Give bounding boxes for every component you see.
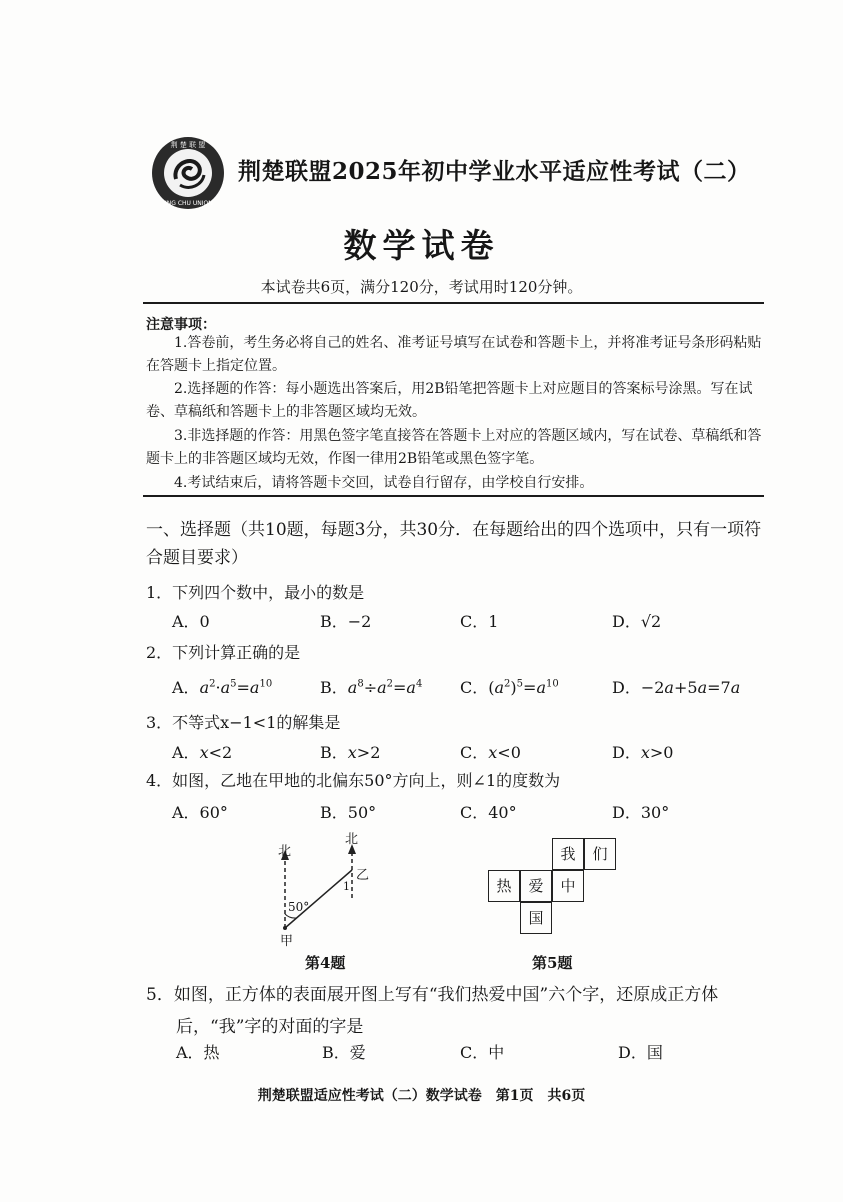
q4-option-c: C．40° [460,803,517,822]
north-label: 北 [345,832,359,847]
figure-5-cube-net [488,838,628,938]
page-footer: 荆楚联盟适应性考试（二）数学试卷 第1页 共6页 [257,1088,586,1104]
q2-option-d: D．−2a+5a=7a [612,678,741,697]
exam-title: 荆楚联盟2025年初中学业水平适应性考试（二） [238,158,751,185]
svg-text:JING CHU UNION: JING CHU UNION [163,200,213,207]
top-divider [143,302,764,304]
notes-bottom-divider [143,495,764,497]
exam-meta: 本试卷共6页，满分120分，考试用时120分钟。 [260,278,583,296]
q4-option-b: B．50° [320,803,377,822]
net-cell: 我 [552,838,584,870]
q2-option-a: A．$a^2\cdot a^5=a^{10}$ [172,678,273,697]
net-cell: 国 [520,902,552,934]
north-label: 北 [278,844,292,859]
notes-title: 注意事项： [146,317,216,333]
q3-option-a: A．x<2 [172,743,233,762]
net-cell: 热 [488,870,520,902]
question-2-stem: 2．下列计算正确的是 [146,643,301,662]
note-item: 1.答卷前，考生务必将自己的姓名、准考证号填写在试卷和答题卡上，并将准考证号条形码粘贴在答题卡上指定位置。 [146,335,762,374]
figure-4-direction-diagram [270,828,390,948]
net-cell: 爱 [520,870,552,902]
q1-option-c: C．1 [460,612,499,631]
q5-option-c: C．中 [460,1043,505,1062]
figure-4-caption: 第4题 [305,954,346,972]
q5-option-d: D．国 [618,1043,663,1062]
q2-option-c: C．$(a^2)^5=a^{10}$ [460,678,559,697]
q4-option-a: A．60° [172,803,228,822]
note-item: 4.考试结束后，请将答题卡交回，试卷自行留存，由学校自行安排。 [174,475,594,491]
q1-option-d: D．√2 [612,612,662,631]
section-heading: 一、选择题（共10题，每题3分，共30分．在每题给出的四个选项中，只有一项符合题目要求） [146,520,762,568]
figure-5-caption: 第5题 [532,954,573,972]
jingchu-union-logo [150,135,226,211]
jia-label: 甲 [280,934,294,949]
svg-text:荆 楚 联 盟: 荆 楚 联 盟 [170,141,206,149]
subject-title: 数学试卷 [343,226,500,265]
q5-option-a: A．热 [176,1043,220,1062]
q5-option-b: B．爱 [322,1043,366,1062]
angle-1-label: 1 [343,880,350,893]
q3-option-d: D．x>0 [612,743,674,762]
yi-label: 乙 [356,868,370,883]
q2-option-b: B．$a^8\div a^2=a^4$ [320,678,423,697]
net-cell: 中 [552,870,584,902]
q3-option-b: B．x>2 [320,743,381,762]
note-item: 3.非选择题的作答：用黑色签字笔直接答在答题卡上对应的答题区域内，写在试卷、草稿纸和答题卡上的非答题区域均无效，作图一律用2B铅笔或黑色签字笔。 [146,428,762,467]
question-4-stem: 4．如图，乙地在甲地的北偏东50°方向上，则∠1的度数为 [146,771,561,790]
q1-option-b: B．−2 [320,612,372,631]
q1-option-a: A．0 [172,612,210,631]
angle-50-label: 50° [288,900,310,914]
question-1-stem: 1．下列四个数中，最小的数是 [146,583,365,602]
question-5-stem-line1: 5．如图，正方体的表面展开图上写有“我们热爱中国”六个字，还原成正方体 [146,985,719,1005]
q3-option-c: C．x<0 [460,743,521,762]
q4-option-d: D．30° [612,803,670,822]
note-item: 2.选择题的作答：每小题选出答案后，用2B铅笔把答题卡上对应题目的答案标号涂黑。写在试卷、草稿纸和答题卡上的非答题区域均无效。 [146,381,753,420]
question-5-stem-line2: 后，“我”字的对面的字是 [176,1017,364,1037]
net-cell: 们 [584,838,616,870]
question-3-stem: 3．不等式x−1<1的解集是 [146,713,341,732]
